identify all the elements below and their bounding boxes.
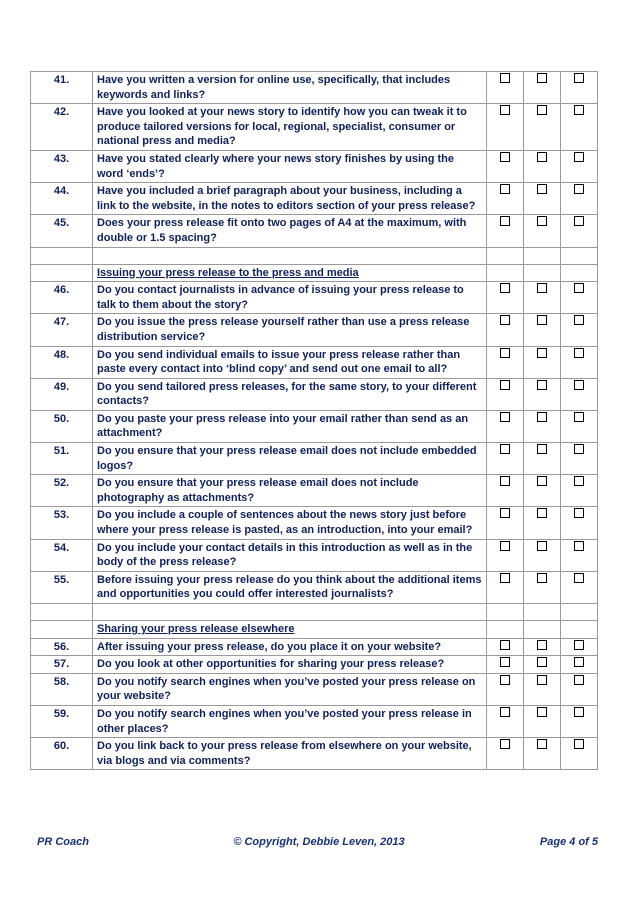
checkbox-icon[interactable] bbox=[500, 476, 510, 486]
answer-cell bbox=[524, 314, 561, 346]
checkbox-icon[interactable] bbox=[500, 73, 510, 83]
answer-cell bbox=[524, 150, 561, 182]
checkbox-icon[interactable] bbox=[500, 739, 510, 749]
question-number: 51. bbox=[31, 443, 93, 475]
answer-cell bbox=[487, 475, 524, 507]
question-row bbox=[31, 705, 598, 737]
spacer-row bbox=[31, 604, 598, 621]
question-row bbox=[31, 378, 598, 410]
checkbox-icon[interactable] bbox=[574, 152, 584, 162]
checkbox-icon[interactable] bbox=[574, 739, 584, 749]
checkbox-icon[interactable] bbox=[574, 476, 584, 486]
answer-cell bbox=[487, 539, 524, 571]
question-text: Do you contact journalists in advance of issuing your press release to talk to them about the story? bbox=[93, 282, 487, 314]
empty-cell bbox=[524, 604, 561, 621]
question-number: 41. bbox=[31, 72, 93, 104]
checkbox-icon[interactable] bbox=[537, 348, 547, 358]
question-text: Do you ensure that your press release email does not include embedded logos? bbox=[93, 443, 487, 475]
answer-cell bbox=[561, 738, 598, 770]
answer-cell bbox=[524, 282, 561, 314]
checkbox-icon[interactable] bbox=[574, 184, 584, 194]
checkbox-icon[interactable] bbox=[574, 675, 584, 685]
answer-cell bbox=[524, 656, 561, 674]
empty-cell bbox=[487, 247, 524, 264]
checkbox-icon[interactable] bbox=[574, 216, 584, 226]
empty-cell bbox=[487, 621, 524, 639]
question-text: Do you link back to your press release from elsewhere on your website, via blogs and via comments? bbox=[93, 738, 487, 770]
checkbox-icon[interactable] bbox=[500, 573, 510, 583]
answer-cell bbox=[487, 410, 524, 442]
checkbox-icon[interactable] bbox=[537, 573, 547, 583]
answer-cell bbox=[561, 410, 598, 442]
answer-cell bbox=[487, 638, 524, 656]
question-row bbox=[31, 656, 598, 674]
question-number: 55. bbox=[31, 571, 93, 603]
checkbox-icon[interactable] bbox=[537, 73, 547, 83]
question-number: 47. bbox=[31, 314, 93, 346]
checkbox-icon[interactable] bbox=[500, 657, 510, 667]
question-row bbox=[31, 673, 598, 705]
question-text: Do you ensure that your press release email does not include photography as attachments? bbox=[93, 475, 487, 507]
question-row bbox=[31, 475, 598, 507]
answer-cell bbox=[524, 346, 561, 378]
answer-cell bbox=[487, 183, 524, 215]
checkbox-icon[interactable] bbox=[537, 444, 547, 454]
checkbox-icon[interactable] bbox=[500, 380, 510, 390]
empty-cell bbox=[31, 621, 93, 639]
checkbox-icon[interactable] bbox=[537, 541, 547, 551]
empty-cell bbox=[31, 604, 93, 621]
question-row bbox=[31, 72, 598, 104]
checkbox-icon[interactable] bbox=[537, 283, 547, 293]
checkbox-icon[interactable] bbox=[574, 283, 584, 293]
checkbox-icon[interactable] bbox=[500, 444, 510, 454]
answer-cell bbox=[487, 443, 524, 475]
question-text: Do you issue the press release yourself rather than use a press release distribution service? bbox=[93, 314, 487, 346]
question-number: 44. bbox=[31, 183, 93, 215]
checkbox-icon[interactable] bbox=[574, 315, 584, 325]
question-row bbox=[31, 507, 598, 539]
answer-cell bbox=[524, 571, 561, 603]
checkbox-icon[interactable] bbox=[537, 184, 547, 194]
checkbox-icon[interactable] bbox=[574, 707, 584, 717]
checkbox-icon[interactable] bbox=[500, 675, 510, 685]
checkbox-icon[interactable] bbox=[574, 640, 584, 650]
answer-cell bbox=[524, 183, 561, 215]
answer-cell bbox=[487, 104, 524, 151]
checkbox-icon[interactable] bbox=[574, 657, 584, 667]
answer-cell bbox=[524, 410, 561, 442]
checkbox-icon[interactable] bbox=[500, 184, 510, 194]
empty-cell bbox=[31, 247, 93, 264]
empty-cell bbox=[524, 621, 561, 639]
spacer-row bbox=[31, 247, 598, 264]
checkbox-icon[interactable] bbox=[500, 152, 510, 162]
checkbox-icon[interactable] bbox=[500, 105, 510, 115]
checkbox-icon[interactable] bbox=[574, 573, 584, 583]
question-row bbox=[31, 539, 598, 571]
checkbox-icon[interactable] bbox=[574, 541, 584, 551]
question-text: Does your press release fit onto two pages of A4 at the maximum, with double or 1.5 spacing? bbox=[93, 215, 487, 247]
checkbox-icon[interactable] bbox=[500, 640, 510, 650]
answer-cell bbox=[561, 314, 598, 346]
answer-cell bbox=[524, 443, 561, 475]
answer-cell bbox=[487, 72, 524, 104]
question-text: Have you looked at your news story to identify how you can tweak it to produce tailored versions for local, regional, specialist, consumer or national press and media? bbox=[93, 104, 487, 151]
answer-cell bbox=[487, 656, 524, 674]
checkbox-icon[interactable] bbox=[574, 380, 584, 390]
question-row bbox=[31, 410, 598, 442]
checkbox-icon[interactable] bbox=[537, 657, 547, 667]
empty-cell bbox=[561, 247, 598, 264]
answer-cell bbox=[561, 282, 598, 314]
answer-cell bbox=[487, 378, 524, 410]
answer-cell bbox=[561, 346, 598, 378]
checkbox-icon[interactable] bbox=[537, 476, 547, 486]
question-text: Have you included a brief paragraph about your business, including a link to the website, in the notes to editors section of your press release? bbox=[93, 183, 487, 215]
checkbox-icon[interactable] bbox=[537, 216, 547, 226]
question-text: Do you look at other opportunities for sharing your press release? bbox=[93, 656, 487, 674]
question-text: Do you include your contact details in this introduction as well as in the body of the press release? bbox=[93, 539, 487, 571]
question-number: 57. bbox=[31, 656, 93, 674]
answer-cell bbox=[561, 656, 598, 674]
answer-cell bbox=[524, 475, 561, 507]
question-text: Before issuing your press release do you think about the additional items and opportunities you could offer interested journalists? bbox=[93, 571, 487, 603]
answer-cell bbox=[487, 673, 524, 705]
answer-cell bbox=[561, 104, 598, 151]
answer-cell bbox=[524, 539, 561, 571]
answer-cell bbox=[561, 673, 598, 705]
answer-cell bbox=[561, 638, 598, 656]
answer-cell bbox=[561, 507, 598, 539]
checkbox-icon[interactable] bbox=[537, 640, 547, 650]
footer-copyright: © Copyright, Debbie Leven, 2013 bbox=[233, 836, 405, 848]
question-row bbox=[31, 571, 598, 603]
footer-brand: PR Coach bbox=[37, 836, 89, 848]
checkbox-icon[interactable] bbox=[537, 152, 547, 162]
checkbox-icon[interactable] bbox=[537, 508, 547, 518]
section-heading-row bbox=[31, 621, 598, 639]
answer-cell bbox=[487, 150, 524, 182]
section-heading-cell bbox=[93, 621, 487, 639]
answer-cell bbox=[561, 183, 598, 215]
question-text: Have you stated clearly where your news story finishes by using the word ‘ends’? bbox=[93, 150, 487, 182]
answer-cell bbox=[487, 705, 524, 737]
question-number: 45. bbox=[31, 215, 93, 247]
section-heading: Sharing your press release elsewhere bbox=[97, 623, 295, 635]
question-row bbox=[31, 738, 598, 770]
checkbox-icon[interactable] bbox=[500, 283, 510, 293]
checkbox-icon[interactable] bbox=[574, 105, 584, 115]
answer-cell bbox=[524, 104, 561, 151]
empty-cell bbox=[487, 264, 524, 282]
empty-cell bbox=[561, 604, 598, 621]
answer-cell bbox=[524, 507, 561, 539]
question-number: 46. bbox=[31, 282, 93, 314]
answer-cell bbox=[487, 507, 524, 539]
question-number: 42. bbox=[31, 104, 93, 151]
question-number: 50. bbox=[31, 410, 93, 442]
question-number: 59. bbox=[31, 705, 93, 737]
checkbox-icon[interactable] bbox=[574, 444, 584, 454]
question-text: Do you include a couple of sentences about the news story just before where your press release is pasted, as an introduction, into your email? bbox=[93, 507, 487, 539]
question-row bbox=[31, 282, 598, 314]
checkbox-icon[interactable] bbox=[500, 508, 510, 518]
checkbox-icon[interactable] bbox=[537, 315, 547, 325]
answer-cell bbox=[487, 282, 524, 314]
answer-cell bbox=[524, 72, 561, 104]
checkbox-icon[interactable] bbox=[500, 412, 510, 422]
question-text: Do you notify search engines when you’ve posted your press release on your website? bbox=[93, 673, 487, 705]
empty-cell bbox=[93, 604, 487, 621]
checkbox-icon[interactable] bbox=[537, 675, 547, 685]
checkbox-icon[interactable] bbox=[537, 105, 547, 115]
question-row bbox=[31, 150, 598, 182]
question-number: 48. bbox=[31, 346, 93, 378]
answer-cell bbox=[561, 443, 598, 475]
question-number: 53. bbox=[31, 507, 93, 539]
empty-cell bbox=[524, 247, 561, 264]
checklist-table bbox=[30, 71, 598, 770]
section-heading: Issuing your press release to the press and media bbox=[97, 266, 359, 279]
empty-cell bbox=[561, 621, 598, 639]
answer-cell bbox=[561, 72, 598, 104]
question-number: 49. bbox=[31, 378, 93, 410]
answer-cell bbox=[524, 738, 561, 770]
question-row bbox=[31, 215, 598, 247]
answer-cell bbox=[524, 378, 561, 410]
checkbox-icon[interactable] bbox=[574, 412, 584, 422]
checkbox-icon[interactable] bbox=[500, 348, 510, 358]
answer-cell bbox=[487, 571, 524, 603]
answer-cell bbox=[561, 150, 598, 182]
checkbox-icon[interactable] bbox=[574, 73, 584, 83]
question-text: Do you paste your press release into your email rather than send as an attachment? bbox=[93, 410, 487, 442]
answer-cell bbox=[561, 705, 598, 737]
answer-cell bbox=[524, 638, 561, 656]
answer-cell bbox=[487, 738, 524, 770]
checkbox-icon[interactable] bbox=[500, 707, 510, 717]
answer-cell bbox=[487, 346, 524, 378]
question-text: Have you written a version for online use, specifically, that includes keywords and links? bbox=[93, 72, 487, 104]
footer-page-number: Page 4 of 5 bbox=[539, 836, 598, 848]
question-row bbox=[31, 104, 598, 151]
empty-cell bbox=[93, 247, 487, 264]
answer-cell bbox=[524, 215, 561, 247]
question-text: After issuing your press release, do you place it on your website? bbox=[93, 638, 487, 656]
question-row bbox=[31, 638, 598, 656]
question-number: 54. bbox=[31, 539, 93, 571]
checkbox-icon[interactable] bbox=[500, 541, 510, 551]
checkbox-icon[interactable] bbox=[574, 348, 584, 358]
empty-cell bbox=[487, 604, 524, 621]
question-text: Do you send individual emails to issue your press release rather than paste every contact into ‘blind copy’ and send out one email to all? bbox=[93, 346, 487, 378]
question-row bbox=[31, 346, 598, 378]
answer-cell bbox=[524, 673, 561, 705]
question-number: 60. bbox=[31, 738, 93, 770]
empty-cell bbox=[31, 264, 93, 282]
question-number: 58. bbox=[31, 673, 93, 705]
answer-cell bbox=[487, 314, 524, 346]
checkbox-icon[interactable] bbox=[500, 216, 510, 226]
checkbox-icon[interactable] bbox=[537, 412, 547, 422]
checkbox-icon[interactable] bbox=[537, 380, 547, 390]
checkbox-icon[interactable] bbox=[500, 315, 510, 325]
empty-cell bbox=[561, 264, 598, 282]
checklist-body bbox=[31, 72, 598, 770]
checkbox-icon[interactable] bbox=[574, 508, 584, 518]
empty-cell bbox=[524, 264, 561, 282]
answer-cell bbox=[561, 571, 598, 603]
section-heading-cell bbox=[93, 264, 487, 282]
answer-cell bbox=[524, 705, 561, 737]
question-row bbox=[31, 443, 598, 475]
answer-cell bbox=[561, 378, 598, 410]
answer-cell bbox=[561, 475, 598, 507]
checkbox-icon[interactable] bbox=[537, 707, 547, 717]
answer-cell bbox=[487, 215, 524, 247]
answer-cell bbox=[561, 539, 598, 571]
checkbox-icon[interactable] bbox=[537, 739, 547, 749]
question-row bbox=[31, 183, 598, 215]
question-number: 43. bbox=[31, 150, 93, 182]
question-row bbox=[31, 314, 598, 346]
question-text: Do you notify search engines when you’ve posted your press release in other places? bbox=[93, 705, 487, 737]
answer-cell bbox=[561, 215, 598, 247]
question-number: 56. bbox=[31, 638, 93, 656]
section-heading-row bbox=[31, 264, 598, 282]
question-number: 52. bbox=[31, 475, 93, 507]
question-text: Do you send tailored press releases, for the same story, to your different contacts? bbox=[93, 378, 487, 410]
